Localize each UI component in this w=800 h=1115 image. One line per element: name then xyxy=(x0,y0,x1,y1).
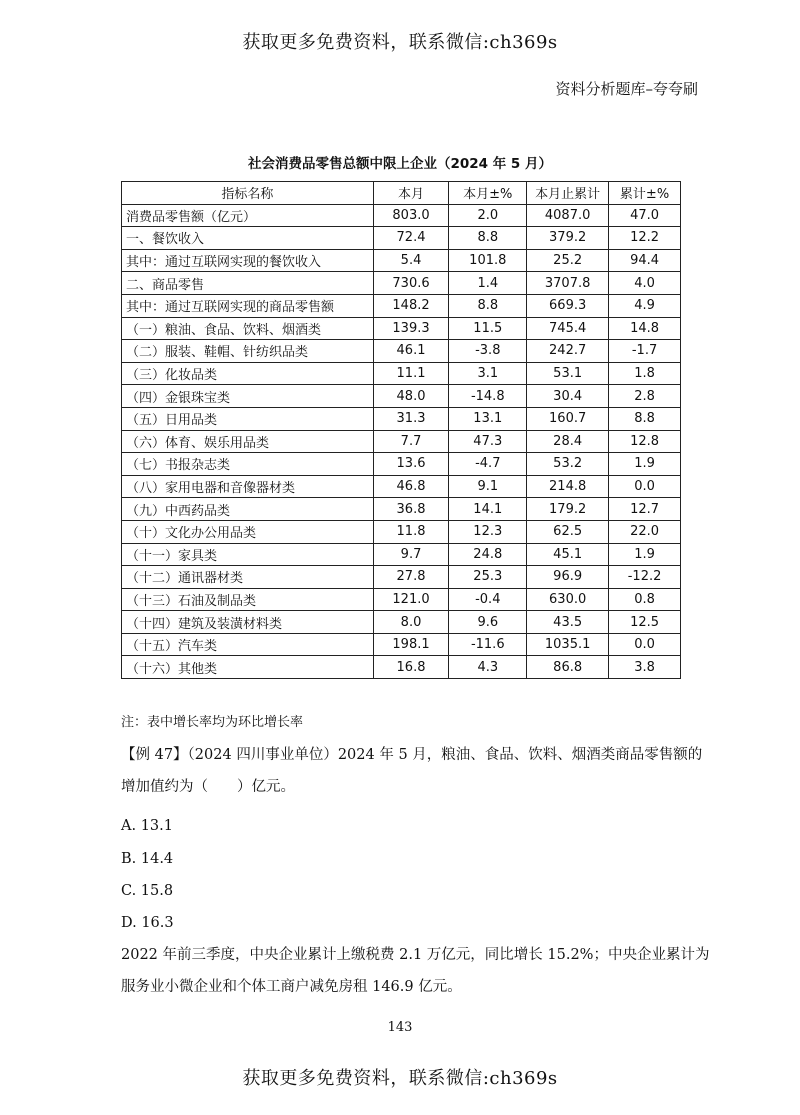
value-cell: 1035.1 xyxy=(527,633,609,656)
value-cell: 9.7 xyxy=(373,543,449,566)
table-row xyxy=(122,362,681,385)
value-cell: 1.9 xyxy=(609,453,681,476)
page-number: 143 xyxy=(387,1020,413,1035)
value-cell: 9.6 xyxy=(449,611,527,634)
value-cell: 25.3 xyxy=(449,566,527,589)
value-cell: 214.8 xyxy=(527,475,609,498)
row-label-cell: （二）服装、鞋帽、针纺织品类 xyxy=(122,340,374,363)
value-cell: 48.0 xyxy=(373,385,449,408)
row-label-cell: （十五）汽车类 xyxy=(122,633,374,656)
value-cell: 12.2 xyxy=(609,227,681,250)
bottom-banner: 获取更多免费资料，联系微信:ch369s xyxy=(242,1068,558,1089)
value-cell: 4.0 xyxy=(609,272,681,295)
table-row xyxy=(122,430,681,453)
value-cell: 13.1 xyxy=(449,407,527,430)
value-cell: -12.2 xyxy=(609,566,681,589)
value-cell: 0.0 xyxy=(609,633,681,656)
value-cell: 630.0 xyxy=(527,588,609,611)
table-row xyxy=(122,588,681,611)
value-cell: 12.3 xyxy=(449,520,527,543)
value-cell: 31.3 xyxy=(373,407,449,430)
value-cell: 3707.8 xyxy=(527,272,609,295)
table-row xyxy=(122,294,681,317)
value-cell: 1.4 xyxy=(449,272,527,295)
answer-option-b: B. 14.4 xyxy=(121,851,174,867)
value-cell: 9.1 xyxy=(449,475,527,498)
value-cell: -0.4 xyxy=(449,588,527,611)
table-row xyxy=(122,633,681,656)
value-cell: 46.1 xyxy=(373,340,449,363)
question-text-line: 【例 47】（2024 四川事业单位）2024 年 5 月，粮油、食品、饮料、烟酒类商品零售额的 xyxy=(121,747,703,763)
value-cell: 0.8 xyxy=(609,588,681,611)
value-cell: 0.0 xyxy=(609,475,681,498)
table-note: 注：表中增长率均为环比增长率 xyxy=(121,715,304,730)
row-label-cell: （十四）建筑及装潢材料类 xyxy=(122,611,374,634)
column-header: 累计±% xyxy=(609,182,681,205)
row-label-cell: （十二）通讯器材类 xyxy=(122,566,374,589)
row-label-cell: （十三）石油及制品类 xyxy=(122,588,374,611)
row-label-cell: 其中：通过互联网实现的餐饮收入 xyxy=(122,249,374,272)
row-label-cell: （十一）家具类 xyxy=(122,543,374,566)
row-label-cell: （七）书报杂志类 xyxy=(122,453,374,476)
value-cell: 24.8 xyxy=(449,543,527,566)
value-cell: 160.7 xyxy=(527,407,609,430)
value-cell: 4087.0 xyxy=(527,204,609,227)
value-cell: 179.2 xyxy=(527,498,609,521)
row-label-cell: （五）日用品类 xyxy=(122,407,374,430)
row-label-cell: 消费品零售额（亿元） xyxy=(122,204,374,227)
table-row xyxy=(122,340,681,363)
table-row xyxy=(122,407,681,430)
table-row xyxy=(122,475,681,498)
question-text-line: 增加值约为（ ）亿元。 xyxy=(121,779,295,795)
value-cell: 62.5 xyxy=(527,520,609,543)
value-cell: 121.0 xyxy=(373,588,449,611)
row-label-cell: （四）金银珠宝类 xyxy=(122,385,374,408)
value-cell: 242.7 xyxy=(527,340,609,363)
value-cell: 11.8 xyxy=(373,520,449,543)
value-cell: 803.0 xyxy=(373,204,449,227)
table-row xyxy=(122,498,681,521)
row-label-cell: （十）文化办公用品类 xyxy=(122,520,374,543)
value-cell: 11.1 xyxy=(373,362,449,385)
value-cell: 2.8 xyxy=(609,385,681,408)
value-cell: 148.2 xyxy=(373,294,449,317)
row-label-cell: （一）粮油、食品、饮料、烟酒类 xyxy=(122,317,374,340)
column-header: 本月±% xyxy=(449,182,527,205)
value-cell: 96.9 xyxy=(527,566,609,589)
value-cell: 8.8 xyxy=(449,227,527,250)
value-cell: 1.8 xyxy=(609,362,681,385)
answer-option-d: D. 16.3 xyxy=(121,915,174,931)
passage-text-line: 服务业小微企业和个体工商户减免房租 146.9 亿元。 xyxy=(121,979,462,995)
value-cell: 8.8 xyxy=(449,294,527,317)
table-row xyxy=(122,656,681,679)
value-cell: 36.8 xyxy=(373,498,449,521)
table-row xyxy=(122,520,681,543)
row-label-cell: 一、餐饮收入 xyxy=(122,227,374,250)
value-cell: 86.8 xyxy=(527,656,609,679)
value-cell: -14.8 xyxy=(449,385,527,408)
retail-sales-table xyxy=(121,181,681,679)
value-cell: 745.4 xyxy=(527,317,609,340)
row-label-cell: 二、商品零售 xyxy=(122,272,374,295)
value-cell: 4.3 xyxy=(449,656,527,679)
column-header: 指标名称 xyxy=(122,182,374,205)
value-cell: 7.7 xyxy=(373,430,449,453)
value-cell: 730.6 xyxy=(373,272,449,295)
table-row xyxy=(122,566,681,589)
value-cell: 53.2 xyxy=(527,453,609,476)
value-cell: 1.9 xyxy=(609,543,681,566)
value-cell: -1.7 xyxy=(609,340,681,363)
value-cell: 28.4 xyxy=(527,430,609,453)
value-cell: 53.1 xyxy=(527,362,609,385)
row-label-cell: 其中：通过互联网实现的商品零售额 xyxy=(122,294,374,317)
table-header-row xyxy=(122,182,681,205)
table-row xyxy=(122,272,681,295)
value-cell: 8.0 xyxy=(373,611,449,634)
passage-text-line: 2022 年前三季度，中央企业累计上缴税费 2.1 万亿元，同比增长 15.2%；中央企业累计为 xyxy=(121,947,710,963)
row-label-cell: （三）化妆品类 xyxy=(122,362,374,385)
value-cell: 94.4 xyxy=(609,249,681,272)
value-cell: 12.5 xyxy=(609,611,681,634)
value-cell: -3.8 xyxy=(449,340,527,363)
table-row xyxy=(122,227,681,250)
value-cell: 14.1 xyxy=(449,498,527,521)
column-header: 本月 xyxy=(373,182,449,205)
value-cell: 669.3 xyxy=(527,294,609,317)
value-cell: 46.8 xyxy=(373,475,449,498)
value-cell: 8.8 xyxy=(609,407,681,430)
value-cell: 379.2 xyxy=(527,227,609,250)
value-cell: 3.8 xyxy=(609,656,681,679)
value-cell: 72.4 xyxy=(373,227,449,250)
column-header: 本月止累计 xyxy=(527,182,609,205)
value-cell: 47.0 xyxy=(609,204,681,227)
row-label-cell: （九）中西药品类 xyxy=(122,498,374,521)
table-row xyxy=(122,543,681,566)
value-cell: 16.8 xyxy=(373,656,449,679)
table-row xyxy=(122,611,681,634)
value-cell: 43.5 xyxy=(527,611,609,634)
value-cell: 47.3 xyxy=(449,430,527,453)
value-cell: 12.7 xyxy=(609,498,681,521)
value-cell: -4.7 xyxy=(449,453,527,476)
table-row xyxy=(122,249,681,272)
value-cell: 4.9 xyxy=(609,294,681,317)
value-cell: 2.0 xyxy=(449,204,527,227)
row-label-cell: （六）体育、娱乐用品类 xyxy=(122,430,374,453)
value-cell: 27.8 xyxy=(373,566,449,589)
top-banner: 获取更多免费资料，联系微信:ch369s xyxy=(242,32,558,53)
value-cell: 5.4 xyxy=(373,249,449,272)
value-cell: 25.2 xyxy=(527,249,609,272)
value-cell: 101.8 xyxy=(449,249,527,272)
answer-option-c: C. 15.8 xyxy=(121,883,174,899)
table-row xyxy=(122,317,681,340)
value-cell: 198.1 xyxy=(373,633,449,656)
row-label-cell: （十六）其他类 xyxy=(122,656,374,679)
table-row xyxy=(122,204,681,227)
value-cell: 11.5 xyxy=(449,317,527,340)
value-cell: 12.8 xyxy=(609,430,681,453)
value-cell: 45.1 xyxy=(527,543,609,566)
value-cell: 22.0 xyxy=(609,520,681,543)
answer-option-a: A. 13.1 xyxy=(121,818,173,834)
value-cell: 14.8 xyxy=(609,317,681,340)
page-header-title: 资料分析题库–夸夸刷 xyxy=(555,80,698,98)
row-label-cell: （八）家用电器和音像器材类 xyxy=(122,475,374,498)
table-title: 社会消费品零售总额中限上企业（2024 年 5 月） xyxy=(247,156,553,172)
value-cell: 3.1 xyxy=(449,362,527,385)
value-cell: 13.6 xyxy=(373,453,449,476)
table-row xyxy=(122,453,681,476)
table-row xyxy=(122,385,681,408)
value-cell: 30.4 xyxy=(527,385,609,408)
value-cell: -11.6 xyxy=(449,633,527,656)
value-cell: 139.3 xyxy=(373,317,449,340)
table-body xyxy=(122,204,681,678)
